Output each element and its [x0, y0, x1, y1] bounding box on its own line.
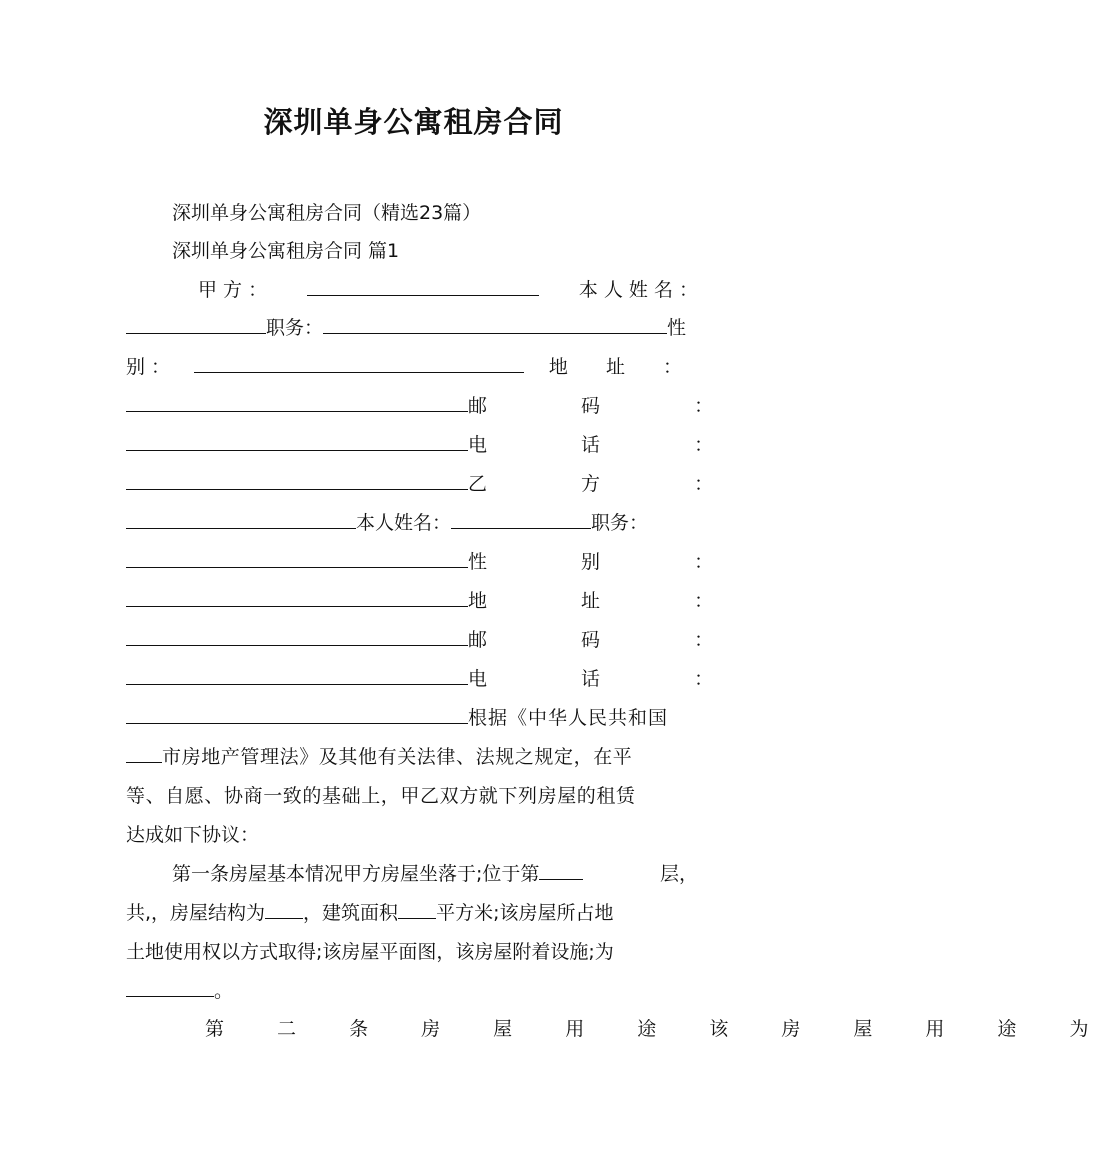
basis-text-4: 达成如下协议： — [126, 824, 260, 846]
party-b-name-line — [126, 508, 698, 538]
article1-text-1a: 第一条房屋基本情况甲方房屋坐落于;位于第 — [172, 863, 540, 885]
party-a-phone-label: 电 话 ： — [468, 434, 758, 456]
basis-line-1 — [126, 703, 698, 733]
party-a-postcode-blank — [126, 431, 468, 451]
party-a-postcode-label: 邮 码 ： — [468, 395, 758, 417]
party-a-title-label: 职务： — [266, 317, 324, 339]
party-b-address-label: 地 址 ： — [468, 590, 758, 612]
party-b-title-label: 职务： — [591, 512, 649, 534]
party-a-gender-label-start: 性 — [667, 317, 687, 339]
party-b-gender-label: 性 别 ： — [468, 551, 758, 573]
party-b-title-line — [126, 547, 758, 577]
floor-blank — [539, 860, 583, 880]
party-a-title-blank — [323, 314, 667, 334]
usage-fee-blank — [126, 977, 214, 997]
party-a-gender-label-end: 别 ： — [126, 356, 171, 378]
party-b-name-label: 本人姓名： — [356, 512, 452, 534]
party-b-name-blank — [451, 509, 591, 529]
basis-text-2: 市房地产管理法》及其他有关法律、法规之规定，在平 — [162, 746, 633, 768]
party-a-phone-line — [126, 469, 758, 499]
party-b-address-blank — [126, 626, 468, 646]
party-b-gender-line — [126, 586, 758, 616]
article1-text-2a: 共,，房屋结构为 — [126, 902, 266, 924]
article1-line-2 — [126, 898, 698, 928]
party-b-label: 乙 方 ： — [468, 473, 758, 495]
party-a-name-line — [126, 313, 698, 343]
party-b-address-line — [126, 625, 758, 655]
party-a-postcode-line — [126, 430, 758, 460]
party-a-name-blank — [126, 314, 266, 334]
article2-text-1: 第 二 条 房 屋 用 途 该 房 屋 用 途 为 — [205, 1018, 1112, 1040]
party-a-gender-line — [126, 352, 698, 382]
party-a-gender-blank — [194, 353, 524, 373]
city-blank — [126, 743, 162, 763]
party-b-title-blank — [126, 548, 468, 568]
structure-blank — [265, 899, 303, 919]
section-heading: 深圳单身公寓租房合同 篇1 — [172, 240, 400, 262]
party-b-postcode-blank — [126, 665, 468, 685]
party-b-postcode-line — [126, 664, 758, 694]
party-a-blank — [307, 276, 539, 296]
party-a-address-label: 地 址 ： — [548, 356, 699, 378]
document-subtitle: 深圳单身公寓租房合同（精选23篇） — [172, 202, 482, 224]
party-a-label: 甲 方 ： — [198, 279, 268, 301]
party-b-blank — [126, 509, 356, 529]
party-a-address-blank — [126, 392, 468, 412]
article1-text-1b: 层， — [659, 863, 698, 885]
party-b-phone-label: 电 话 ： — [468, 668, 758, 690]
party-a-phone-blank — [126, 470, 468, 490]
party-a-name-label: 本 人 姓 名 ： — [578, 279, 699, 301]
party-a-address-line — [126, 391, 758, 421]
basis-text-1: 根据《中华人民共和国 — [468, 707, 669, 729]
article1-line-1 — [172, 859, 698, 889]
article1-text-2c: 平方米;该房屋所占地 — [436, 902, 614, 924]
article1-text-2b: ，建筑面积 — [303, 902, 399, 924]
area-blank — [398, 899, 436, 919]
basis-text-3: 等、自愿、协商一致的基础上，甲乙双方就下列房屋的租赁 — [126, 785, 636, 807]
article1-text-3: 土地使用权以方式取得;该房屋平面图，该房屋附着设施;为 — [126, 941, 614, 963]
article1-line-4 — [126, 976, 698, 1006]
party-b-gender-blank — [126, 587, 468, 607]
party-b-phone-blank — [126, 704, 468, 724]
party-b-postcode-label: 邮 码 ： — [468, 629, 758, 651]
party-a-line — [198, 275, 698, 305]
basis-line-2 — [126, 742, 698, 772]
article1-text-4: 。 — [214, 980, 234, 1002]
document-title: 深圳单身公寓租房合同 — [263, 105, 564, 139]
